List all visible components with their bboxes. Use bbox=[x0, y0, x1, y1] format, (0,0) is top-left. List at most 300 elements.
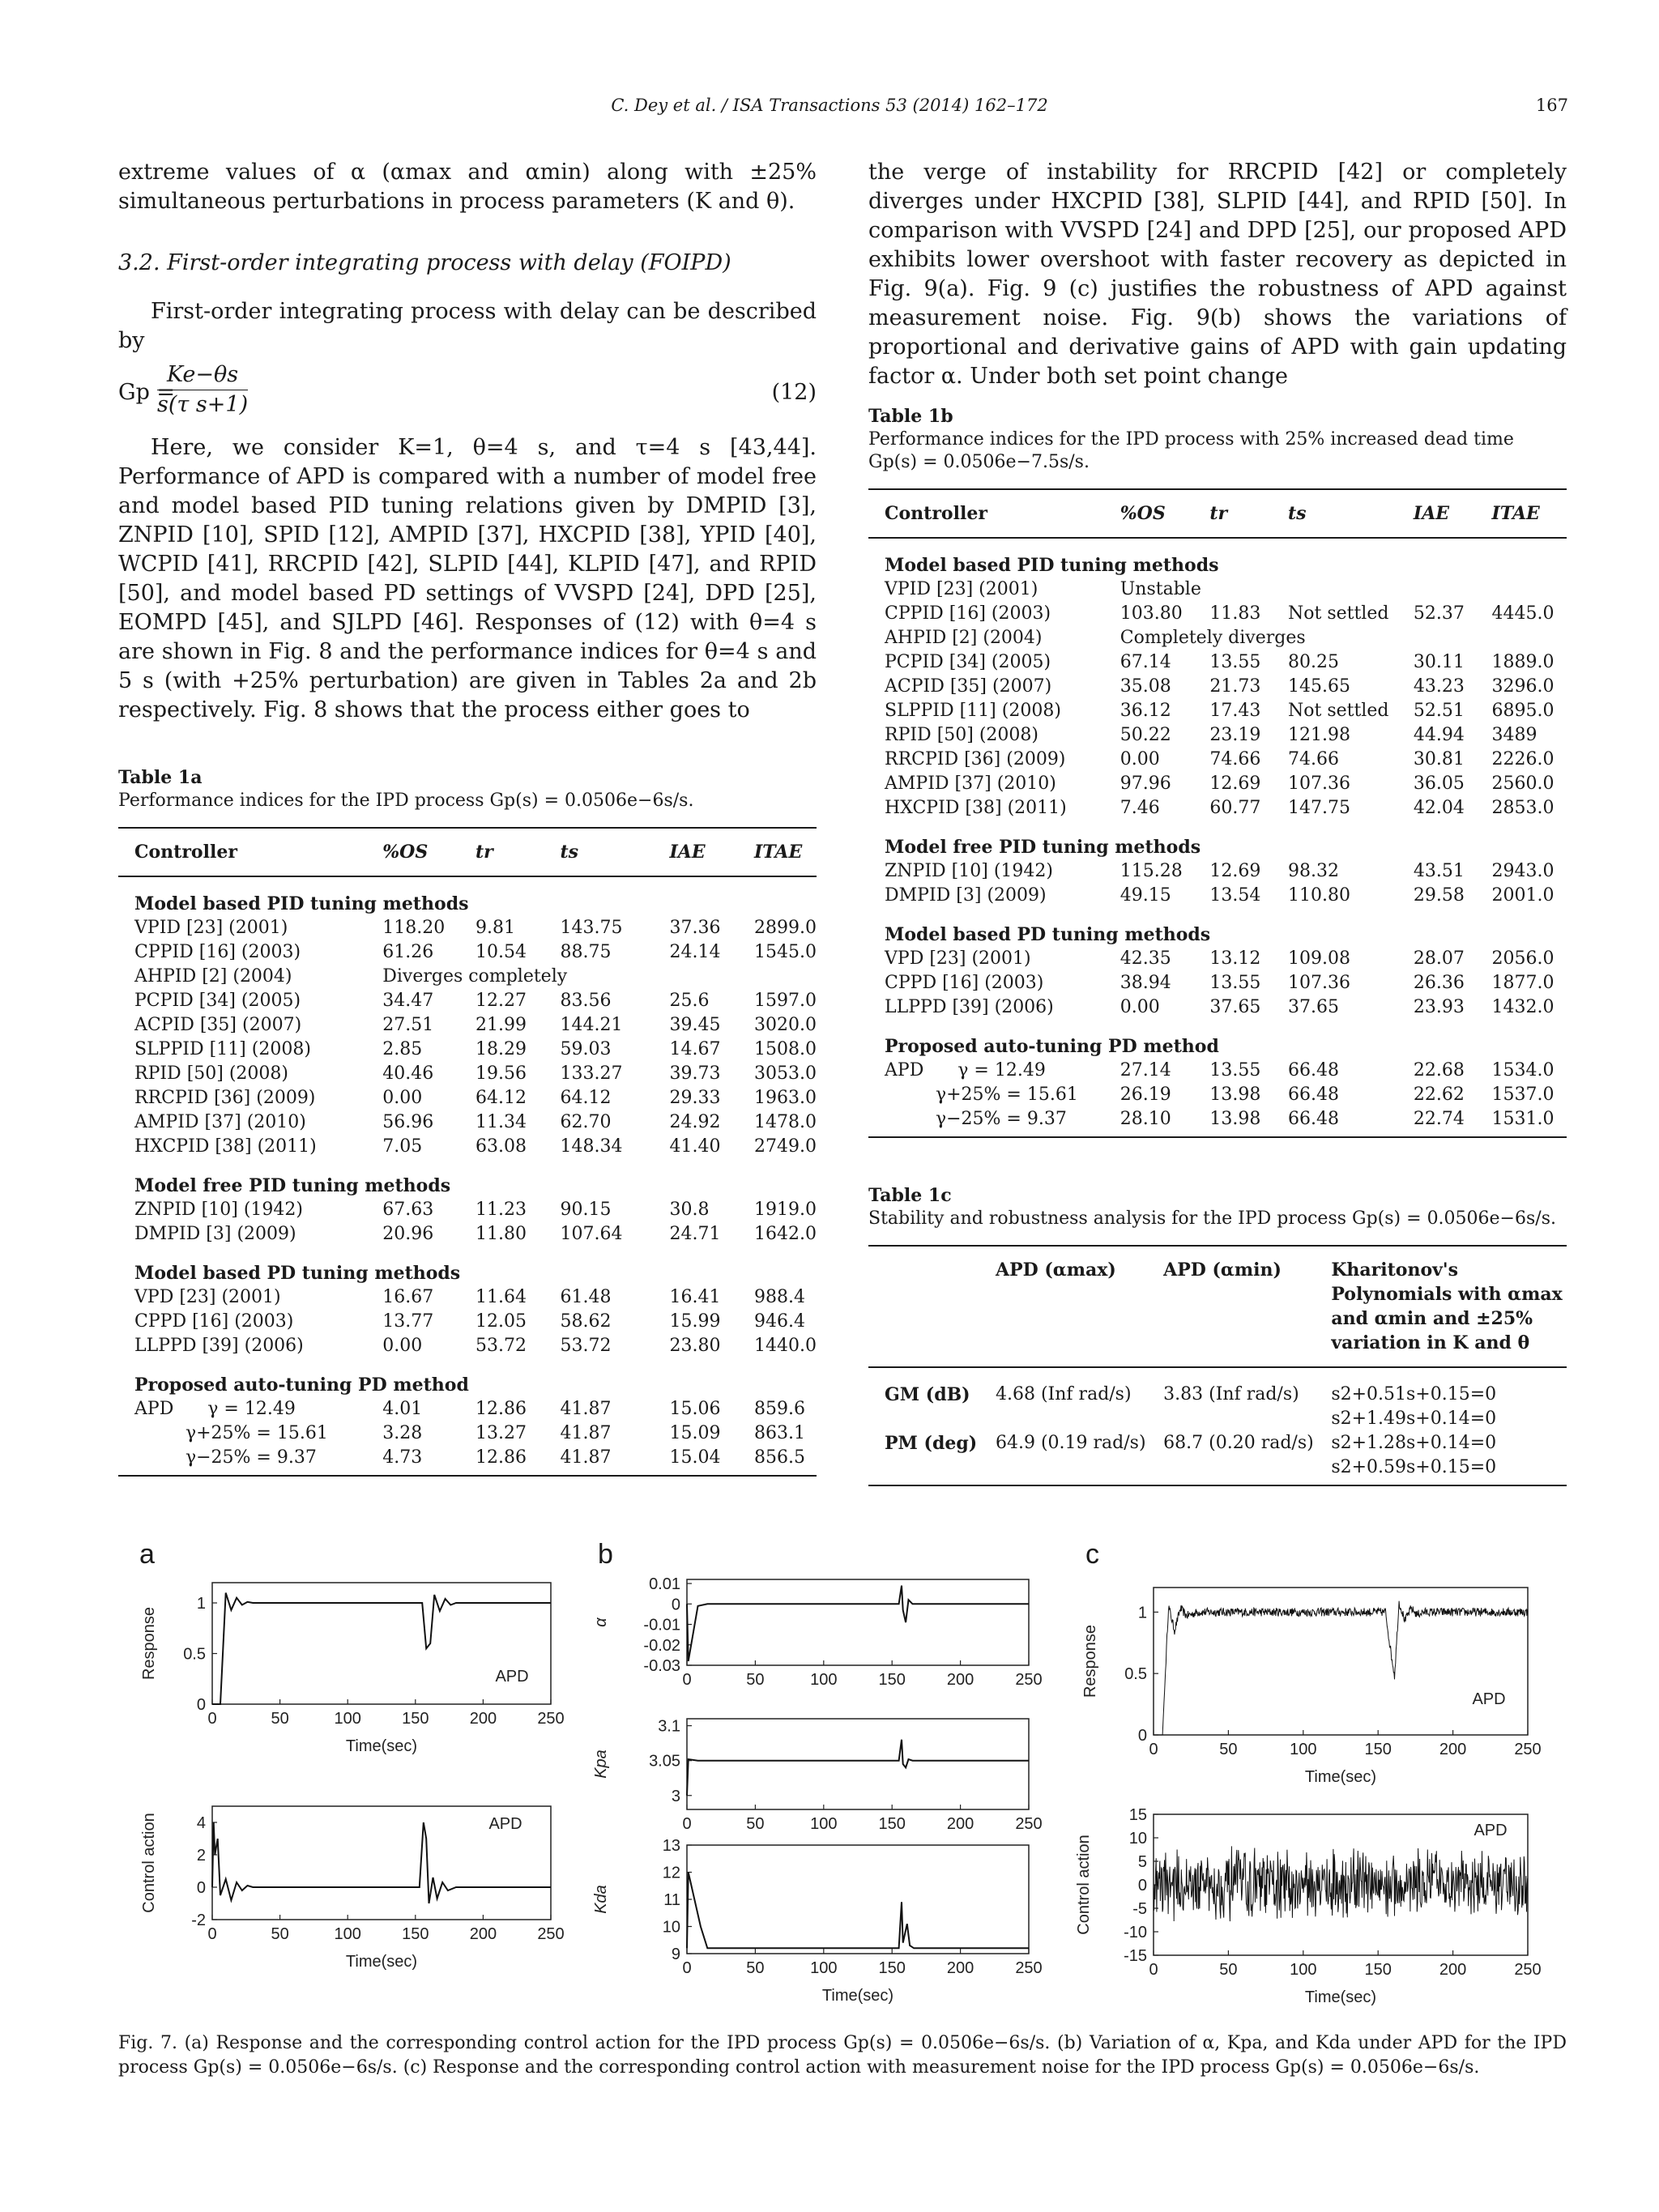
table-cell bbox=[868, 1407, 996, 1431]
table-cell: Not settled bbox=[1287, 701, 1389, 721]
y-tick-label: 0 bbox=[671, 1596, 680, 1614]
table-cell: s2+0.59s+0.15=0 bbox=[1331, 1455, 1567, 1485]
table-cell: 110.80 bbox=[1287, 885, 1350, 906]
table-cell: 39.73 bbox=[669, 1063, 721, 1084]
section-heading: 3.2. First-order integrating process with delay (FOIPD) bbox=[118, 250, 731, 275]
table-cell: 17.43 bbox=[1209, 701, 1261, 721]
table-row bbox=[118, 940, 817, 965]
table-cell: 63.08 bbox=[476, 1136, 527, 1157]
series-line bbox=[1154, 1846, 1528, 1921]
x-tick-label: 150 bbox=[1364, 1741, 1392, 1758]
table-cell: 35.08 bbox=[1120, 676, 1171, 697]
x-tick-label: 0 bbox=[682, 1671, 692, 1689]
column-header: %OS bbox=[382, 828, 476, 876]
legend-apd-label: APD bbox=[495, 1668, 529, 1686]
table-cell: 12.27 bbox=[476, 991, 527, 1011]
y-tick-label: 3.1 bbox=[658, 1717, 680, 1736]
x-axis-label: Time(sec) bbox=[345, 1953, 418, 1971]
table-cell: s2+1.28s+0.14=0 bbox=[1331, 1433, 1497, 1453]
table-cell: 2560.0 bbox=[1491, 774, 1555, 794]
column-header: ITAE bbox=[754, 828, 817, 876]
table-cell: DMPID [3] (2009) bbox=[885, 885, 1047, 906]
table-row bbox=[868, 650, 1567, 675]
table-cell: PM (deg) bbox=[885, 1433, 978, 1454]
table-cell: 24.14 bbox=[669, 942, 721, 962]
table-cell: 19.56 bbox=[476, 1063, 527, 1084]
x-tick-label: 100 bbox=[810, 1959, 838, 1977]
table-row bbox=[118, 1446, 817, 1476]
x-tick-label: 0 bbox=[207, 1710, 217, 1728]
table-cell: 28.10 bbox=[1120, 1107, 1210, 1137]
y-tick-label: 0 bbox=[1137, 1877, 1147, 1894]
y-tick-label: 10 bbox=[1128, 1830, 1147, 1848]
x-tick-label: 100 bbox=[334, 1925, 361, 1943]
table-cell: 2001.0 bbox=[1491, 885, 1555, 906]
table-cell: ACPID [35] (2007) bbox=[134, 1015, 302, 1035]
x-tick-label: 150 bbox=[878, 1671, 906, 1689]
table-cell: ZNPID [10] (1942) bbox=[134, 1200, 303, 1220]
table-cell: 1877.0 bbox=[1491, 973, 1555, 993]
panel-letter-a: a bbox=[139, 1539, 155, 1570]
table-cell: 13.55 bbox=[1209, 1060, 1261, 1080]
x-axis-label: Time(sec) bbox=[345, 1737, 418, 1755]
table-cell: 50.22 bbox=[1120, 725, 1171, 745]
table-cell: CPPID [16] (2003) bbox=[134, 942, 301, 962]
table-cell: 38.94 bbox=[1120, 973, 1171, 993]
table-cell: 64.9 (0.19 rad/s) bbox=[996, 1433, 1146, 1453]
table-cell: AHPID [2] (2004) bbox=[134, 966, 292, 987]
y-tick-label: -0.01 bbox=[643, 1616, 680, 1634]
table-cell: 1545.0 bbox=[753, 942, 817, 962]
table-cell: 36.12 bbox=[1120, 701, 1171, 721]
paragraph: Here, we consider K=1, θ=4 s, and τ=4 s [43,44]. Performance of APD is compared with a number of model free and model based PID tuning relations given by DMPID [3], ZNPID [10], SPID [12], AMPID [37], HXCPID [38], YPID [40], WCPID [41], RRCPID [42], SLPID [44], KLPID [47], and RPID [50], and model based PD settings of VVSPD [24], DPD [25], EOMPD [45], and SJLPD [46]. Responses of (12) with θ=4 s are shown in Fig. 8 and the performance indices for θ=4 s and 5 s (with +25% perturbation) are given in Tables 2a and 2b respectively. Fig. 8 shows that the process either goes to bbox=[118, 435, 817, 722]
table-row bbox=[118, 989, 817, 1013]
table-cell: HXCPID [38] (2011) bbox=[134, 1136, 317, 1157]
table-cell: 83.56 bbox=[560, 991, 612, 1011]
table-row bbox=[118, 1062, 817, 1086]
table-cell: 37.36 bbox=[669, 918, 721, 938]
table-cell: 0.00 bbox=[382, 1088, 423, 1108]
y-axis-label: Kda bbox=[592, 1885, 610, 1914]
table-cell: 28.07 bbox=[1413, 948, 1465, 969]
y-tick-label: -0.02 bbox=[643, 1636, 680, 1655]
equation-lhs: Gp = bbox=[118, 380, 176, 405]
x-axis-label: Time(sec) bbox=[1304, 1988, 1377, 2006]
table-label: Table 1a bbox=[118, 767, 203, 788]
group-heading: Model based PID tuning methods bbox=[885, 555, 1219, 576]
table-cell: 4.68 (Inf rad/s) bbox=[996, 1384, 1132, 1404]
x-tick-label: 150 bbox=[1364, 1961, 1392, 1979]
x-tick-label: 0 bbox=[1149, 1961, 1158, 1979]
table-cell: SLPPID [11] (2008) bbox=[134, 1039, 311, 1059]
table-row bbox=[868, 796, 1567, 820]
table-cell: 40.46 bbox=[382, 1063, 434, 1084]
table-cell: APD γ = 12.49 bbox=[134, 1399, 296, 1419]
table-cell: RRCPID [36] (2009) bbox=[885, 749, 1066, 769]
column-header: ts bbox=[1288, 489, 1414, 538]
table-cell: 39.45 bbox=[669, 1015, 721, 1035]
table-cell: 2056.0 bbox=[1491, 948, 1555, 969]
column-header: %OS bbox=[1120, 489, 1210, 538]
group-heading: Proposed auto-tuning PD method bbox=[885, 1036, 1219, 1057]
table-cell: Diverges completely bbox=[382, 966, 568, 987]
x-tick-label: 250 bbox=[1514, 1961, 1542, 1979]
table-cell: 22.74 bbox=[1414, 1107, 1492, 1137]
table-cell: SLPPID [11] (2008) bbox=[885, 701, 1061, 721]
table-cell: AMPID [37] (2010) bbox=[885, 774, 1056, 794]
table-cell: CPPD [16] (2003) bbox=[885, 973, 1044, 993]
table-cell: 2899.0 bbox=[753, 918, 817, 938]
group-heading: Model based PD tuning methods bbox=[885, 924, 1211, 945]
y-tick-label: 1 bbox=[1137, 1604, 1147, 1622]
plot-c-control bbox=[1075, 1806, 1542, 2006]
table-cell: 0.00 bbox=[382, 1336, 423, 1356]
x-tick-label: 250 bbox=[1015, 1959, 1043, 1977]
table-cell: 20.96 bbox=[382, 1224, 434, 1244]
legend-apd-label: APD bbox=[1473, 1822, 1508, 1839]
table-cell: 66.48 bbox=[1287, 1085, 1339, 1105]
x-tick-label: 150 bbox=[402, 1710, 429, 1728]
table-cell: 41.87 bbox=[560, 1399, 612, 1419]
table-row bbox=[868, 626, 1567, 650]
table-cell: 15.09 bbox=[669, 1423, 721, 1443]
table-cell: Not settled bbox=[1287, 603, 1389, 624]
table-cell: 56.96 bbox=[382, 1112, 434, 1132]
table-cell: 143.75 bbox=[560, 918, 623, 938]
right-column bbox=[868, 158, 1567, 391]
plot-frame bbox=[687, 1579, 1029, 1665]
table-row bbox=[118, 1086, 817, 1110]
y-tick-label: 0 bbox=[196, 1696, 206, 1714]
table-cell: PCPID [34] (2005) bbox=[134, 991, 301, 1011]
column-header: tr bbox=[476, 828, 560, 876]
table-row bbox=[118, 1397, 817, 1421]
table-cell: 88.75 bbox=[560, 942, 612, 962]
table-row bbox=[118, 1285, 817, 1310]
table-cell: 12.86 bbox=[476, 1446, 560, 1476]
table-cell: 44.94 bbox=[1413, 725, 1465, 745]
table-row bbox=[868, 602, 1567, 626]
table-cell: s2+1.49s+0.14=0 bbox=[1331, 1409, 1497, 1429]
table-cell: 25.6 bbox=[669, 991, 710, 1011]
table-cell: RRCPID [36] (2009) bbox=[134, 1088, 316, 1108]
table-cell: 11.23 bbox=[476, 1200, 527, 1220]
table-row bbox=[118, 1198, 817, 1222]
table-cell: 27.51 bbox=[382, 1015, 434, 1035]
x-tick-label: 250 bbox=[1015, 1671, 1043, 1689]
table-cell: 41.87 bbox=[560, 1423, 612, 1443]
table-cell: 7.46 bbox=[1120, 798, 1160, 818]
table-cell: 30.81 bbox=[1413, 749, 1465, 769]
y-axis-label: Control action bbox=[1075, 1835, 1093, 1935]
plot-a-response bbox=[140, 1583, 565, 1755]
table-cell: 13.54 bbox=[1209, 885, 1261, 906]
table-cell: 64.12 bbox=[560, 1088, 612, 1108]
y-tick-label: -0.03 bbox=[643, 1657, 680, 1675]
plot-frame bbox=[687, 1719, 1029, 1809]
stability-table-1c bbox=[868, 1245, 1567, 1486]
table-cell: AMPID [37] (2010) bbox=[134, 1112, 306, 1132]
x-tick-label: 150 bbox=[402, 1925, 429, 1943]
y-tick-label: 3 bbox=[671, 1787, 680, 1805]
table-cell: 42.04 bbox=[1413, 798, 1465, 818]
x-axis-label: Time(sec) bbox=[1304, 1768, 1377, 1786]
column-header: Controller bbox=[118, 828, 382, 876]
x-tick-label: 250 bbox=[1015, 1815, 1043, 1833]
y-tick-label: 0.5 bbox=[183, 1645, 206, 1664]
table-row bbox=[118, 1135, 817, 1159]
table-cell: 1531.0 bbox=[1492, 1107, 1567, 1137]
legend-apd-label: APD bbox=[488, 1815, 522, 1833]
table-cell: 24.71 bbox=[669, 1224, 721, 1244]
y-axis-label: Response bbox=[1081, 1624, 1099, 1698]
x-tick-label: 50 bbox=[271, 1925, 289, 1943]
table-row bbox=[118, 916, 817, 940]
column-header: IAE bbox=[1414, 489, 1492, 538]
table-row bbox=[118, 1421, 817, 1446]
y-tick-label: 9 bbox=[671, 1946, 680, 1963]
table-row bbox=[868, 1407, 1567, 1431]
table-label: Table 1b bbox=[868, 406, 953, 427]
table-cell: 13.55 bbox=[1209, 652, 1261, 672]
plot-a-control bbox=[140, 1806, 565, 1971]
table-cell: 3053.0 bbox=[753, 1063, 817, 1084]
table-cell: 107.36 bbox=[1287, 774, 1350, 794]
series-line bbox=[687, 1740, 1029, 1796]
table-cell: γ−25% = 9.37 bbox=[868, 1107, 1120, 1137]
table-row bbox=[868, 947, 1567, 971]
table-row bbox=[868, 1431, 1567, 1455]
table-row bbox=[868, 772, 1567, 796]
performance-table-1a bbox=[118, 827, 817, 1477]
x-tick-label: 50 bbox=[1219, 1961, 1238, 1979]
table-cell: 90.15 bbox=[560, 1200, 612, 1220]
table-row bbox=[118, 1110, 817, 1135]
table-row bbox=[868, 578, 1567, 602]
table-cell: 60.77 bbox=[1209, 798, 1261, 818]
table-cell: 1478.0 bbox=[753, 1112, 817, 1132]
table-row bbox=[868, 971, 1567, 995]
table-row bbox=[118, 1013, 817, 1038]
table-cell: 43.23 bbox=[1413, 676, 1465, 697]
table-cell: 37.65 bbox=[1287, 997, 1339, 1017]
y-tick-label: 13 bbox=[662, 1837, 680, 1855]
x-tick-label: 200 bbox=[1439, 1741, 1467, 1758]
equation-denominator: s(τ s+1) bbox=[157, 392, 249, 417]
x-tick-label: 250 bbox=[537, 1925, 565, 1943]
table-cell: CPPD [16] (2003) bbox=[134, 1311, 294, 1332]
table-caption bbox=[118, 766, 817, 812]
plot-frame bbox=[687, 1845, 1029, 1954]
table-cell: 1597.0 bbox=[753, 991, 817, 1011]
table-cell: 62.70 bbox=[560, 1112, 612, 1132]
table-cell: 22.62 bbox=[1413, 1085, 1465, 1105]
table-cell: 145.65 bbox=[1287, 676, 1350, 697]
table-cell: 21.73 bbox=[1209, 676, 1261, 697]
table-cell: 103.80 bbox=[1120, 603, 1183, 624]
table-cell: 23.19 bbox=[1209, 725, 1261, 745]
y-tick-label: -2 bbox=[191, 1912, 206, 1929]
x-axis-label: Time(sec) bbox=[821, 1987, 894, 2005]
series-line bbox=[212, 1593, 551, 1705]
table-cell: 18.29 bbox=[476, 1039, 527, 1059]
table-cell: 2226.0 bbox=[1491, 749, 1555, 769]
y-axis-label: Kpa bbox=[592, 1750, 610, 1779]
column-header: APD (αmax) bbox=[996, 1246, 1163, 1367]
table-cell: 12.69 bbox=[1209, 774, 1261, 794]
table-cell: 1889.0 bbox=[1491, 652, 1555, 672]
x-tick-label: 50 bbox=[746, 1671, 765, 1689]
table-cell: 97.96 bbox=[1120, 774, 1171, 794]
table-cell: 7.05 bbox=[382, 1136, 423, 1157]
table-cell: 946.4 bbox=[753, 1311, 805, 1332]
x-tick-label: 50 bbox=[1219, 1741, 1238, 1758]
table-cell: 2.85 bbox=[382, 1039, 423, 1059]
y-axis-label: Response bbox=[140, 1606, 158, 1681]
plot-frame bbox=[1154, 1588, 1528, 1735]
table-cell: 24.92 bbox=[669, 1112, 721, 1132]
plot-b-kd bbox=[592, 1837, 1043, 2005]
column-header: APD (αmin) bbox=[1163, 1246, 1331, 1367]
table-cell: 53.72 bbox=[560, 1336, 612, 1356]
table-1a bbox=[118, 766, 817, 1477]
table-cell: 66.48 bbox=[1287, 1060, 1339, 1080]
table-row bbox=[868, 884, 1567, 908]
table-label: Table 1c bbox=[868, 1185, 952, 1206]
table-cell: 74.66 bbox=[1209, 749, 1261, 769]
equation-12 bbox=[118, 360, 817, 425]
table-cell: 67.14 bbox=[1120, 652, 1171, 672]
table-cell: 3.28 bbox=[382, 1423, 423, 1443]
table-cell: DMPID [3] (2009) bbox=[134, 1224, 296, 1244]
y-axis-label: α bbox=[592, 1617, 610, 1627]
table-cell: 49.15 bbox=[1120, 885, 1171, 906]
legend-apd-label: APD bbox=[1472, 1690, 1506, 1708]
table-cell: 37.65 bbox=[1209, 997, 1261, 1017]
table-cell: 1508.0 bbox=[753, 1039, 817, 1059]
table-cell: 27.14 bbox=[1120, 1060, 1171, 1080]
table-cell: 61.26 bbox=[382, 942, 434, 962]
table-cell: 14.67 bbox=[669, 1039, 721, 1059]
plot-frame bbox=[212, 1583, 551, 1704]
table-cell: 26.36 bbox=[1413, 973, 1465, 993]
table-cell: 148.34 bbox=[560, 1136, 623, 1157]
table-cell: 2853.0 bbox=[1491, 798, 1555, 818]
table-cell: GM (dB) bbox=[885, 1384, 970, 1405]
x-tick-label: 100 bbox=[810, 1815, 838, 1833]
table-cell: 26.19 bbox=[1120, 1085, 1171, 1105]
table-cell: 66.48 bbox=[1288, 1107, 1414, 1137]
table-cell: 30.11 bbox=[1413, 652, 1465, 672]
table-cell: 59.03 bbox=[560, 1039, 612, 1059]
table-cell: 23.93 bbox=[1413, 997, 1465, 1017]
table-caption-text: Performance indices for the IPD process with 25% increased dead time Gp(s) = 0.0506e−7.5s/s. bbox=[868, 429, 1514, 472]
table-cell: 13.27 bbox=[476, 1423, 527, 1443]
y-tick-label: -15 bbox=[1124, 1947, 1147, 1965]
y-tick-label: 5 bbox=[1137, 1853, 1147, 1871]
table-cell: 856.5 bbox=[754, 1446, 817, 1476]
table-1b bbox=[868, 405, 1567, 1138]
table-cell: ZNPID [10] (1942) bbox=[885, 861, 1053, 881]
table-cell: 859.6 bbox=[753, 1399, 805, 1419]
table-cell: 16.41 bbox=[669, 1287, 721, 1307]
table-cell: 15.06 bbox=[669, 1399, 721, 1419]
table-cell: 36.05 bbox=[1413, 774, 1465, 794]
x-tick-label: 100 bbox=[1290, 1961, 1317, 1979]
table-row bbox=[868, 699, 1567, 723]
table-cell: VPD [23] (2001) bbox=[134, 1287, 281, 1307]
group-heading: Model based PID tuning methods bbox=[134, 893, 469, 914]
table-cell: 52.37 bbox=[1413, 603, 1465, 624]
table-cell: 11.80 bbox=[476, 1224, 527, 1244]
table-cell: 121.98 bbox=[1287, 725, 1350, 745]
table-cell: 41.87 bbox=[560, 1446, 669, 1476]
y-axis-label: Control action bbox=[140, 1813, 158, 1913]
x-tick-label: 150 bbox=[878, 1815, 906, 1833]
table-cell: PCPID [34] (2005) bbox=[885, 652, 1051, 672]
table-cell: γ−25% = 9.37 bbox=[118, 1446, 382, 1476]
table-cell: 22.68 bbox=[1413, 1060, 1465, 1080]
table-cell: HXCPID [38] (2011) bbox=[885, 798, 1067, 818]
x-tick-label: 50 bbox=[271, 1710, 289, 1728]
table-cell: 107.64 bbox=[560, 1224, 623, 1244]
table-cell bbox=[868, 1455, 996, 1485]
table-cell: 1963.0 bbox=[753, 1088, 817, 1108]
panel-letter-b: b bbox=[598, 1539, 613, 1570]
panel-letter-c: c bbox=[1085, 1539, 1099, 1570]
table-cell: 4.01 bbox=[382, 1399, 423, 1419]
table-cell: 98.32 bbox=[1287, 861, 1339, 881]
left-column bbox=[118, 158, 817, 725]
table-cell: LLPPD [39] (2006) bbox=[134, 1336, 304, 1356]
table-cell: Unstable bbox=[1120, 579, 1201, 599]
table-cell: LLPPD [39] (2006) bbox=[885, 997, 1054, 1017]
table-cell: 3489 bbox=[1491, 725, 1537, 745]
table-row bbox=[868, 748, 1567, 772]
table-cell: 115.28 bbox=[1120, 861, 1183, 881]
x-tick-label: 200 bbox=[469, 1710, 497, 1728]
table-cell: 133.27 bbox=[560, 1063, 623, 1084]
table-cell: VPD [23] (2001) bbox=[885, 948, 1031, 969]
table-caption-text: Stability and robustness analysis for the IPD process Gp(s) = 0.0506e−6s/s. bbox=[868, 1208, 1556, 1229]
table-cell: 23.80 bbox=[669, 1336, 721, 1356]
equation-fraction bbox=[157, 360, 248, 420]
table-cell: 118.20 bbox=[382, 918, 446, 938]
x-tick-label: 100 bbox=[1290, 1741, 1317, 1758]
table-cell: APD γ = 12.49 bbox=[885, 1060, 1046, 1080]
table-cell: 12.05 bbox=[476, 1311, 527, 1332]
column-header: tr bbox=[1209, 489, 1288, 538]
column-header: IAE bbox=[670, 828, 754, 876]
table-cell: 1537.0 bbox=[1491, 1085, 1555, 1105]
table-row bbox=[118, 1038, 817, 1062]
table-cell: 4445.0 bbox=[1491, 603, 1555, 624]
table-cell: γ+25% = 15.61 bbox=[134, 1423, 328, 1443]
table-cell: 1919.0 bbox=[753, 1200, 817, 1220]
table-cell: 6895.0 bbox=[1491, 701, 1555, 721]
y-tick-label: 2 bbox=[196, 1847, 206, 1865]
table-cell bbox=[996, 1455, 1163, 1485]
x-tick-label: 0 bbox=[1149, 1741, 1158, 1758]
x-tick-label: 150 bbox=[878, 1959, 906, 1977]
table-cell: 12.69 bbox=[1209, 861, 1261, 881]
table-cell: RPID [50] (2008) bbox=[134, 1063, 288, 1084]
table-cell: 3020.0 bbox=[753, 1015, 817, 1035]
performance-table-1b bbox=[868, 488, 1567, 1138]
y-tick-label: 4 bbox=[196, 1814, 206, 1832]
column-header bbox=[868, 1246, 996, 1367]
table-row bbox=[118, 1334, 817, 1358]
